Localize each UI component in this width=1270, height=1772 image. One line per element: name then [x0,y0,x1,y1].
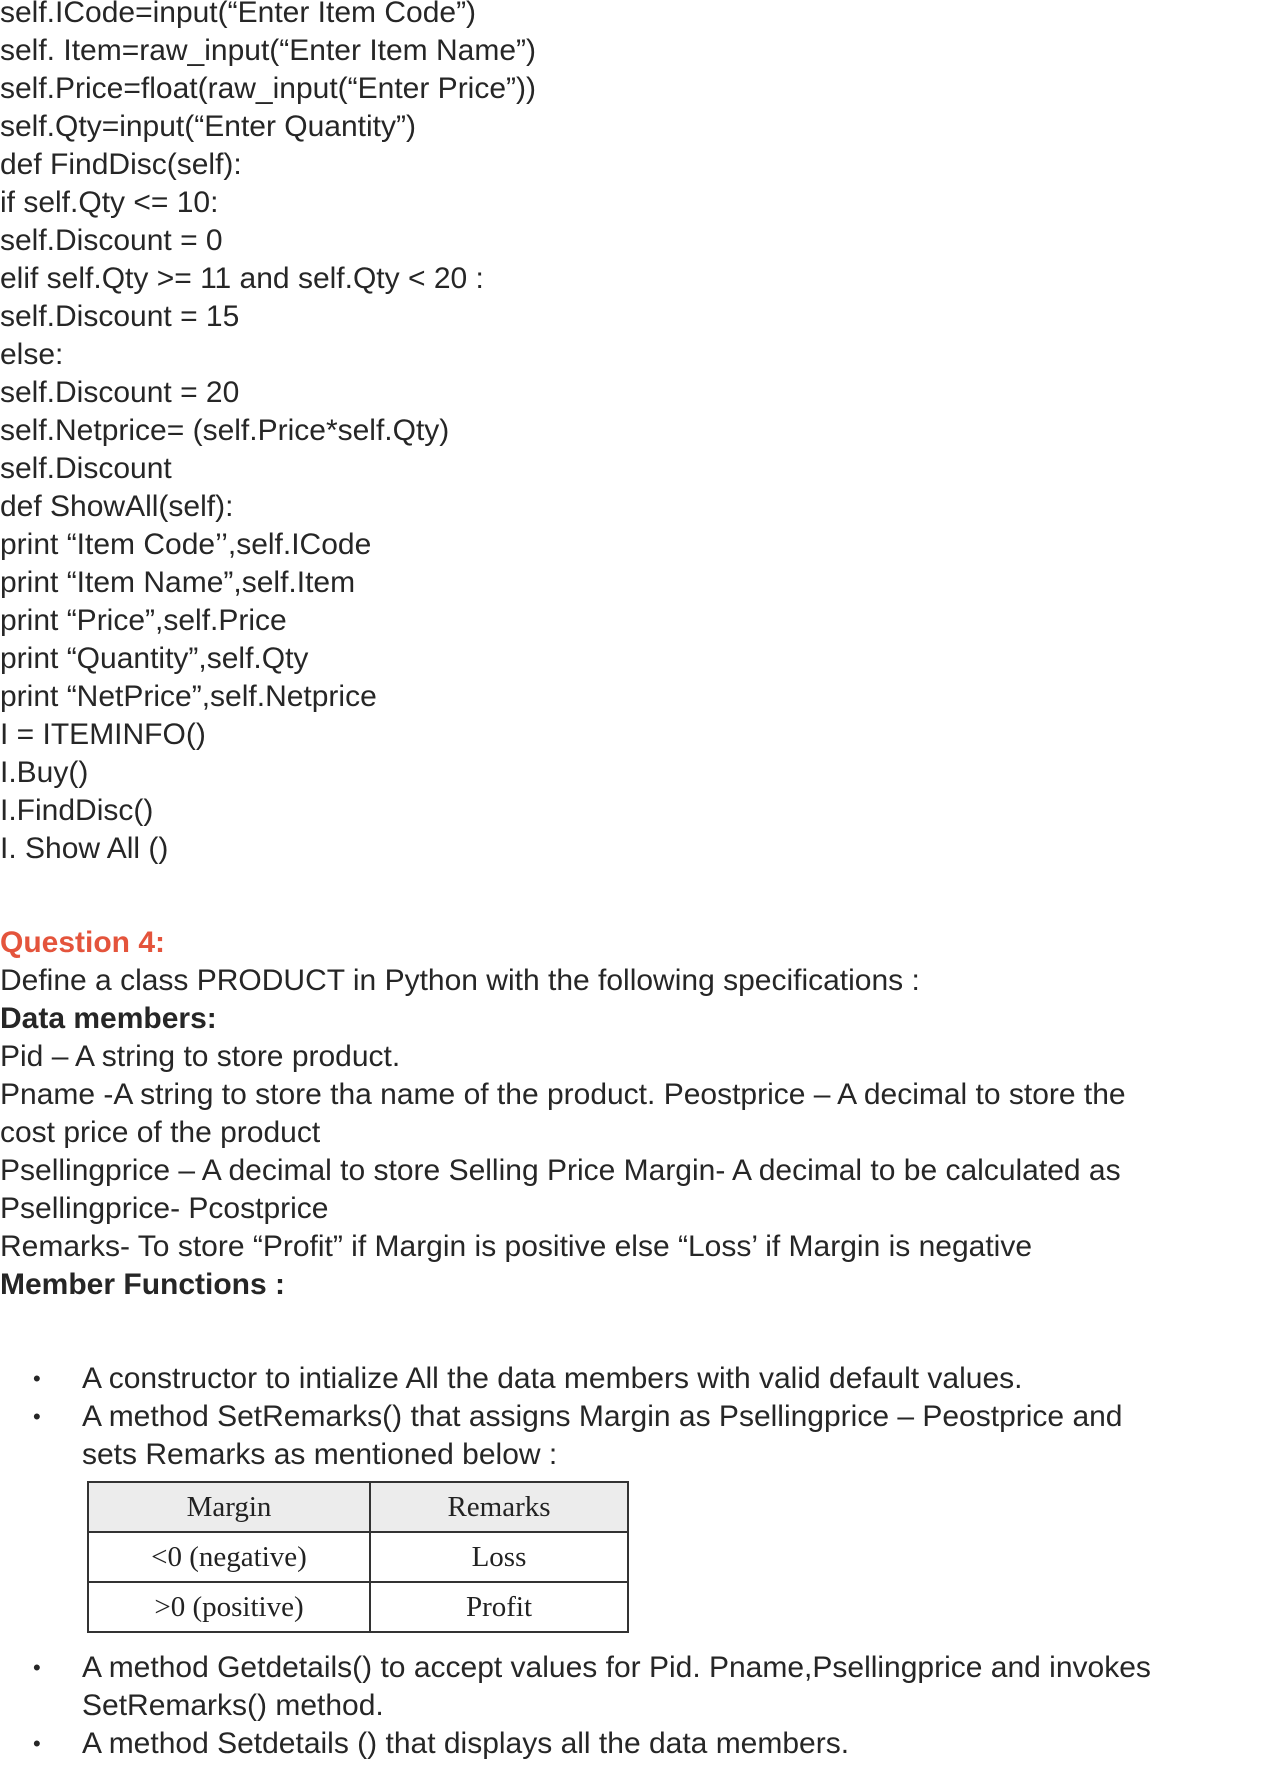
bullet-item [0,1398,1132,1474]
table-header: Remarks [370,1482,628,1532]
bullet-item [0,1360,1270,1398]
bullet-list [0,1649,1270,1763]
code-line: self.Netprice= (self.Price*self.Qty) [0,414,450,447]
table-header: Margin [88,1482,370,1532]
code-line: I = ITEMINFO() [0,718,206,751]
bullet-text: A method Getdetails() to accept values for Pid. Pname,Psellingprice and invokes SetRemarks() method. [82,1651,1151,1722]
bullet-text: A constructor to intialize All the data members with valid default values. [82,1362,1023,1395]
bullet-text: A method SetRemarks() that assigns Margin as Psellingprice – Peostprice and sets Remarks as mentioned below : [82,1400,1123,1471]
data-member-line: Psellingprice- Pcostprice [0,1192,329,1225]
data-member-line: Pid – A string to store product. [0,1040,401,1073]
data-members-heading: Data members: [0,1002,217,1035]
code-line: I.FindDisc() [0,794,154,827]
table-cell: Loss [370,1532,628,1582]
table-cell: Profit [370,1582,628,1632]
code-line: I. Show All () [0,832,169,865]
bullet-list [0,1360,1270,1474]
code-line: def FindDisc(self): [0,148,242,181]
code-line: if self.Qty <= 10: [0,186,219,219]
code-line: else: [0,338,64,371]
code-line: self. Item=raw_input(“Enter Item Name”) [0,34,537,67]
code-line: print “Quantity”,self.Qty [0,642,309,675]
code-line: self.Discount = 15 [0,300,240,333]
table-header-row [88,1482,628,1532]
code-line: print “NetPrice”,self.Netprice [0,680,377,713]
bullet-icon: • [33,1731,41,1756]
table-cell: >0 (positive) [88,1582,370,1632]
code-line: print “Price”,self.Price [0,604,287,637]
data-member-line: Remarks- To store “Profit” if Margin is positive else “Loss’ if Margin is negative [0,1230,1033,1263]
code-line: self.ICode=input(“Enter Item Code”) [0,0,477,29]
bullet-item [0,1649,1262,1725]
code-line: I.Buy() [0,756,89,789]
question-title: Question 4: [0,926,166,959]
code-line: self.Discount [0,452,172,485]
code-line: self.Discount = 20 [0,376,240,409]
margin-remarks-table [87,1481,629,1633]
code-line: elif self.Qty >= 11 and self.Qty < 20 : [0,262,484,295]
bullet-icon: • [33,1404,41,1429]
table-cell: <0 (negative) [88,1532,370,1582]
bullet-icon: • [33,1366,41,1391]
bullet-text: A method Setdetails () that displays all the data members. [82,1727,850,1760]
code-line: self.Price=float(raw_input(“Enter Price”)) [0,72,537,105]
code-line: print “Item Name”,self.Item [0,566,356,599]
data-member-line: Pname -A string to store tha name of the product. Peostprice – A decimal to store the [0,1078,1126,1111]
data-member-line: Psellingprice – A decimal to store Selling Price Margin- A decimal to be calculated as [0,1154,1121,1187]
code-line: def ShowAll(self): [0,490,234,523]
table-row [88,1582,628,1632]
code-listing [0,0,536,868]
code-line: print “Item Code’’,self.ICode [0,528,372,561]
bullet-icon: • [33,1655,41,1680]
table-row [88,1532,628,1582]
question-section [0,924,1126,1304]
member-functions-heading: Member Functions : [0,1268,286,1301]
code-line: self.Discount = 0 [0,224,223,257]
bullet-item [0,1725,1270,1763]
code-line: self.Qty=input(“Enter Quantity”) [0,110,416,143]
question-intro: Define a class PRODUCT in Python with the following specifications : [0,964,920,997]
data-member-line: cost price of the product [0,1116,321,1149]
